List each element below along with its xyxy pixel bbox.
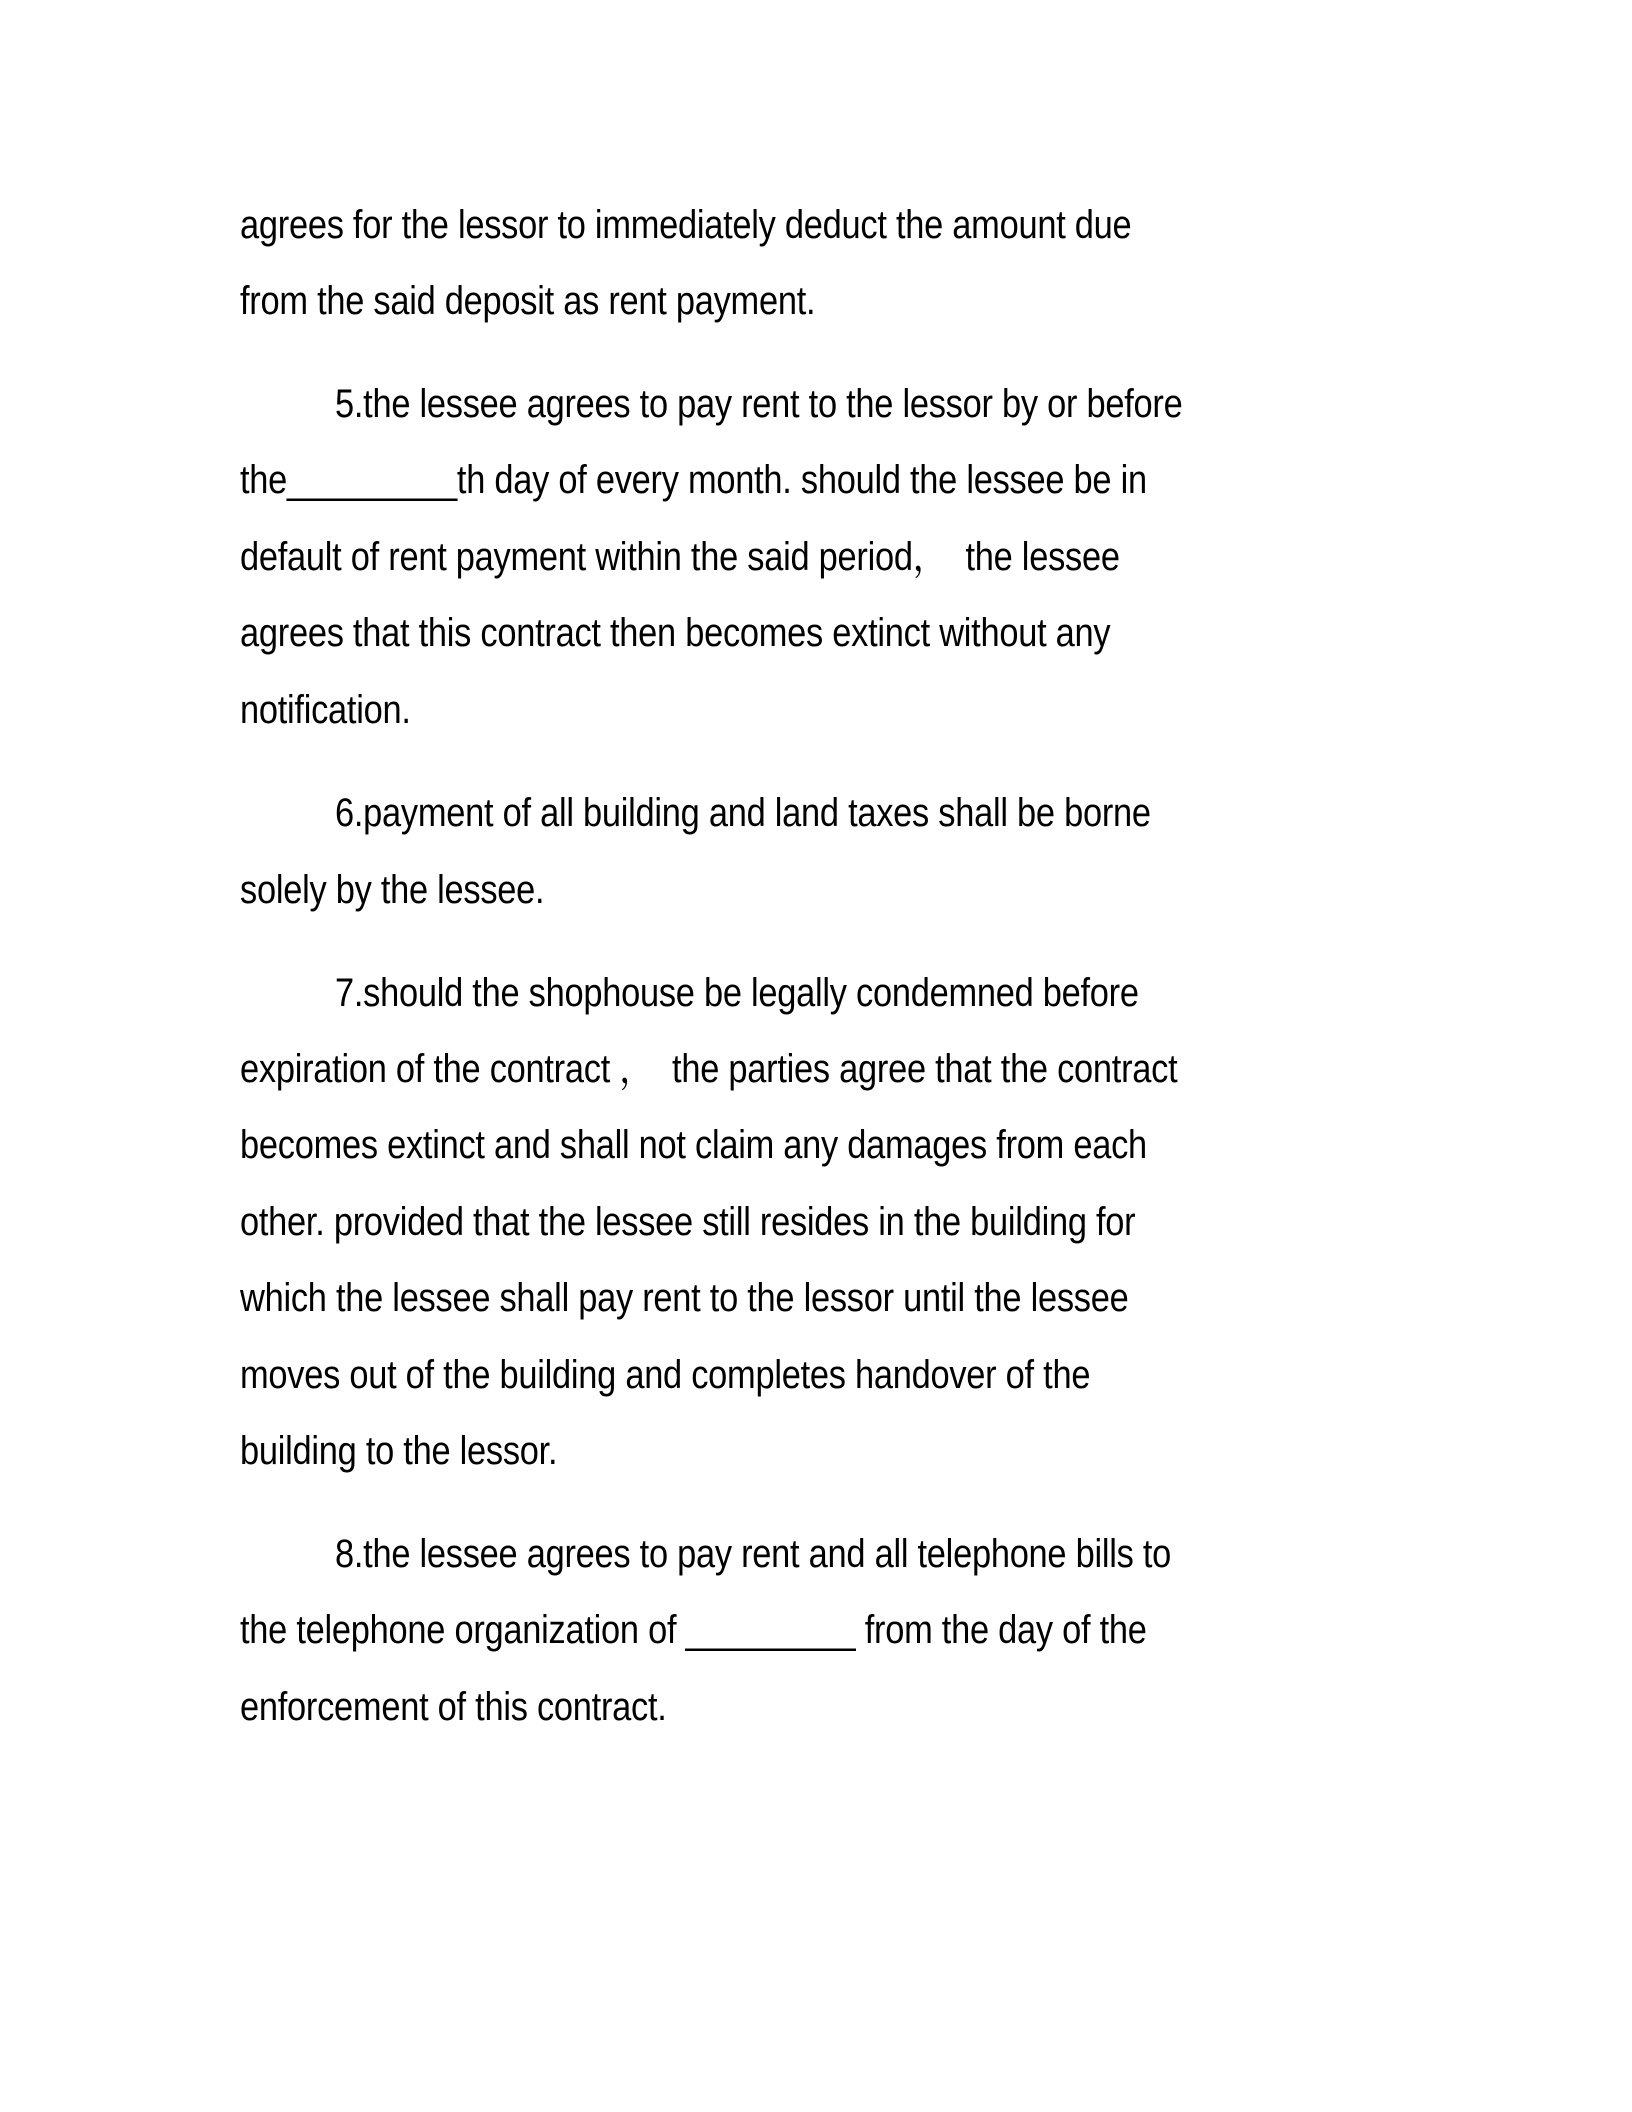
clause-7-line: moves out of the building and completes handover of the xyxy=(240,1353,1091,1397)
clause-7-line: expiration of the contract ， the parties agree that the contract xyxy=(240,1047,1178,1091)
clause-5-line: 5.the lessee agrees to pay rent to the lessor by or before xyxy=(335,382,1183,426)
paragraph-continuation-line: from the said deposit as rent payment. xyxy=(240,279,816,323)
clause-8-line: enforcement of this contract. xyxy=(240,1685,667,1729)
paragraph-continuation-line: agrees for the lessor to immediately deduct the amount due xyxy=(240,203,1132,247)
clause-5-line: the_________th day of every month. should the lessee be in xyxy=(240,458,1147,502)
clause-8-line: 8.the lessee agrees to pay rent and all telephone bills to xyxy=(335,1532,1172,1576)
clause-6-line: solely by the lessee. xyxy=(240,868,545,912)
clause-7-line: 7.should the shophouse be legally condemned before xyxy=(335,971,1139,1015)
clause-5-line: default of rent payment within the said period， the lessee xyxy=(240,535,1120,579)
clause-7-line: other. provided that the lessee still resides in the building for xyxy=(240,1200,1136,1244)
clause-8-line: the telephone organization of _________ from the day of the xyxy=(240,1608,1147,1652)
clause-7-line: building to the lessor. xyxy=(240,1429,558,1473)
clause-5-line: agrees that this contract then becomes extinct without any xyxy=(240,611,1111,655)
clause-7-line: which the lessee shall pay rent to the lessor until the lessee xyxy=(240,1276,1129,1320)
clause-5-line: notification. xyxy=(240,688,411,732)
clause-7-line: becomes extinct and shall not claim any damages from each xyxy=(240,1123,1147,1167)
clause-6-line: 6.payment of all building and land taxes shall be borne xyxy=(335,791,1151,835)
